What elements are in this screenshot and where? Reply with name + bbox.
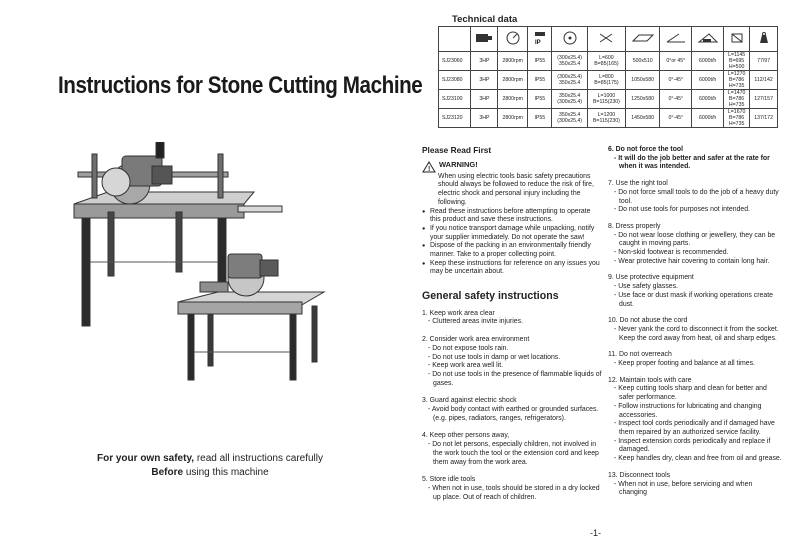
read-first-section <box>422 146 602 277</box>
safety-item-line: - Cluttered areas invite injuries. <box>428 318 523 326</box>
table-cell-ip: IP55 <box>528 90 552 109</box>
table-cell-dims: L=1470 B=786 H=735 <box>724 90 750 109</box>
safety-item-line: - Keep handles dry, clean and free from oil and grease. <box>614 455 782 463</box>
ip-icon <box>528 27 552 52</box>
safety-before-bold: Before <box>151 467 184 478</box>
safety-item <box>608 146 782 172</box>
bullet-item: ● Keep these instructions for reference on any issues you may be uncertain about. <box>422 260 602 277</box>
bullet-item: ● If you notice transport damage while unpacking, notify your supplier immediately. Do not operate the saw! <box>422 225 602 242</box>
safety-item-title: 13. Disconnect tools <box>608 471 671 479</box>
safety-item-line: - Avoid body contact with earthed or grounded surfaces. (e.g. pipes, radiators, ranges, refrigerators). <box>428 406 599 422</box>
safety-item-title: 4. Keep other persons away, <box>422 432 510 440</box>
safety-item <box>422 310 602 327</box>
safety-item-line: - Follow instructions for lubricating and changing accessories. <box>614 402 762 419</box>
table-cell-dims: L=1145 B=695 H=500 <box>724 52 750 71</box>
safety-item-line: - Do not force small tools to do the job of a heavy duty tool. <box>614 188 779 205</box>
bullet-item: ● Read these instructions before attempting to operate this product and save these instructions. <box>422 208 602 225</box>
table-cell-ip: IP55 <box>528 52 552 71</box>
safety-item-line: - Do not use tools for purposes not intended. <box>614 206 750 214</box>
table-cell-angle: 0°-45° <box>660 90 692 109</box>
table-cell-blade: 350x25.4 (300x25.4) <box>552 109 587 128</box>
cut-depth-icon <box>587 27 625 52</box>
table-row <box>439 71 778 90</box>
safety-item-line: - Use face or dust mask if working operations create dust. <box>614 291 773 308</box>
page-title: Instructions for Stone Cutting Machine <box>58 72 423 99</box>
safety-item-title: 11. Do not overreach <box>608 351 672 359</box>
table-cell-weight: 77/97 <box>750 52 778 71</box>
safety-item <box>608 472 782 498</box>
safety-item-title: 6. Do not force the tool <box>608 146 684 153</box>
table-cell-speed: 2800rpm <box>498 71 528 90</box>
safety-list-right <box>608 146 782 498</box>
table-cell-power: 3HP <box>471 90 498 109</box>
safety-item-line: - Keep proper footing and balance at all times. <box>614 360 755 368</box>
table-cell-table: 1050x580 <box>625 71 659 90</box>
icon-row <box>439 27 778 52</box>
table-cell-weight: 137/172 <box>750 109 778 128</box>
table-cell-dims: L=1670 B=786 H=735 <box>724 109 750 128</box>
bullet-item: ● Dispose of the packing in an environmentally friendly manner. Take to a proper collecting point. <box>422 242 602 259</box>
safety-item-title: 3. Guard against electric shock <box>422 397 517 405</box>
safety-item-line: - When not in use, before servicing and when changing <box>614 480 753 497</box>
safety-lead-text: read all instructions carefully <box>196 453 323 464</box>
safety-item-line: - Do not use tools in the presence of flammable liquids of gases. <box>428 370 602 387</box>
table-cell-ip: IP55 <box>528 109 552 128</box>
table-cell-rpm: 6000t/h <box>692 71 724 90</box>
safety-item <box>608 377 782 464</box>
table-cell-speed: 2800rpm <box>498 52 528 71</box>
safety-item-line: - Never yank the cord to disconnect it from the socket. Keep the cord away from heat, oil and sharp edges. <box>614 325 779 342</box>
safety-item-line: - Do not use tools in damp or wet locations. <box>428 353 561 361</box>
safety-item <box>422 476 602 502</box>
safety-item-line: - Inspect tool cords periodically and if damaged have them repaired by an authorized service facility. <box>614 420 775 436</box>
table-cell-angle: 0°-45° <box>660 109 692 128</box>
general-safety-list <box>422 310 602 503</box>
table-cell-speed: 2800rpm <box>498 109 528 128</box>
table-cell-ip: IP55 <box>528 71 552 90</box>
table-cell-table: 1250x580 <box>625 90 659 109</box>
table-cell-cut: L=1000 B=115(230) <box>587 90 625 109</box>
page-number: -1- <box>590 528 601 538</box>
small-machine-image <box>178 254 324 380</box>
safety-item-line: - Keep work area well lit. <box>428 362 504 370</box>
table-cell-cut: L=800 B=85(175) <box>587 71 625 90</box>
warning-label: WARNING! <box>439 159 478 169</box>
table-cell-angle: 0°-45° <box>660 71 692 90</box>
safety-item-title: 10. Do not abuse the cord <box>608 317 688 325</box>
table-cell-speed: 2800rpm <box>498 90 528 109</box>
table-cell-power: 3HP <box>471 71 498 90</box>
table-row <box>439 90 778 109</box>
safety-item <box>608 351 782 368</box>
table-cell-weight: 127/157 <box>750 90 778 109</box>
safety-item-line: - Non-skid footwear is recommended. <box>614 249 729 257</box>
rpm-icon <box>692 27 724 52</box>
safety-lead-bold: For your own safety, <box>96 453 195 464</box>
table-cell-blade: 350x25.4 (300x25.4) <box>552 90 587 109</box>
angle-icon <box>660 27 692 52</box>
table-cell-power: 3HP <box>471 52 498 71</box>
safety-item <box>608 223 782 267</box>
table-row <box>439 109 778 128</box>
table-cell-blade: (300x25.4) 350x25.4 <box>552 52 587 71</box>
blank-corner-cell <box>439 27 471 52</box>
safety-item <box>422 432 602 467</box>
table-cell-power: 3HP <box>471 109 498 128</box>
table-row <box>439 52 778 71</box>
safety-item-title: 5. Store idle tools <box>422 476 476 484</box>
table-cell-angle: 0°or 45° <box>660 52 692 71</box>
safety-item-line: - Do not wear loose clothing or jewellery, they can be caught in moving parts. <box>614 231 776 248</box>
table-cell-cut: L=1200 B=115(230) <box>587 109 625 128</box>
safety-item-line: - Do not let persons, especially children, not involved in the work touch the tool or the extension cord and keep them away from the work area. <box>428 441 599 466</box>
warning-triangle-icon <box>422 161 436 173</box>
table-size-icon <box>625 27 659 52</box>
table-cell-table: 1450x580 <box>625 109 659 128</box>
dimensions-icon <box>724 27 750 52</box>
safety-notice <box>60 452 360 480</box>
safety-item <box>422 397 602 423</box>
table-cell-rpm: 6000t/h <box>692 109 724 128</box>
table-cell-weight: 112/142 <box>750 71 778 90</box>
safety-before-text: using this machine <box>185 467 269 478</box>
safety-item-line: - Wear protective hair covering to contain long hair. <box>614 257 770 265</box>
read-first-heading: Please Read First <box>422 145 492 155</box>
table-cell-rpm: 6000t/h <box>692 52 724 71</box>
technical-data-table <box>438 26 778 128</box>
safety-item-line: - It will do the job better and safer at the rate for when it was intended. <box>614 154 770 171</box>
table-cell-model: SJ23100 <box>439 90 471 109</box>
general-safety-section <box>422 292 602 511</box>
safety-item <box>608 317 782 343</box>
safety-item-line: - Do not expose tools rain. <box>428 344 509 352</box>
safety-item <box>608 180 782 215</box>
table-cell-dims: L=1270 B=786 H=735 <box>724 71 750 90</box>
motor-icon <box>471 27 498 52</box>
table-cell-cut: L=600 B=85(165) <box>587 52 625 71</box>
table-cell-model: SJ23060 <box>439 52 471 71</box>
safety-item-title: 2. Consider work area environment <box>422 336 530 344</box>
speed-icon <box>498 27 528 52</box>
safety-item-title: 1. Keep work area clear <box>422 309 495 317</box>
safety-list-continued <box>608 146 782 506</box>
safety-item-title: 12. Maintain tools with care <box>608 376 692 384</box>
safety-item-title: 8. Dress properly <box>608 222 661 230</box>
weight-icon <box>750 27 778 52</box>
table-cell-table: 500x510 <box>625 52 659 71</box>
technical-data-heading: Technical data <box>452 14 518 25</box>
safety-item-title: 9. Use protective equipment <box>608 274 694 282</box>
safety-item-line: - When not in use, tools should be stored in a dry locked up place. Out of reach of children. <box>428 484 600 501</box>
svg-text:!: ! <box>428 165 431 173</box>
read-first-bullets <box>422 208 602 278</box>
stone-cutting-machine-illustration <box>68 142 348 392</box>
safety-item-title: 7. Use the right tool <box>608 180 668 188</box>
blade-icon <box>552 27 587 52</box>
table-cell-model: SJ23080 <box>439 71 471 90</box>
safety-item <box>422 336 602 388</box>
general-safety-heading: General safety instructions <box>422 290 559 302</box>
table-cell-model: SJ23120 <box>439 109 471 128</box>
table-cell-blade: (300x25.4) 350x25.4 <box>552 71 587 90</box>
table-cell-rpm: 6000t/h <box>692 90 724 109</box>
warning-text: When using electric tools basic safety precautions should always be followed to reduce the risk of fire, electric shock and personal injury including the following. <box>438 172 594 206</box>
safety-item-line: - Inspect extension cords periodically and replace if damaged. <box>614 437 771 454</box>
svg-text:IP: IP <box>534 40 541 45</box>
safety-item-line: - Keep cutting tools sharp and clean for better and safer performance. <box>614 385 767 402</box>
safety-item-line: - Use safety glasses. <box>614 283 678 291</box>
safety-item <box>608 274 782 309</box>
warning-block <box>422 161 602 173</box>
